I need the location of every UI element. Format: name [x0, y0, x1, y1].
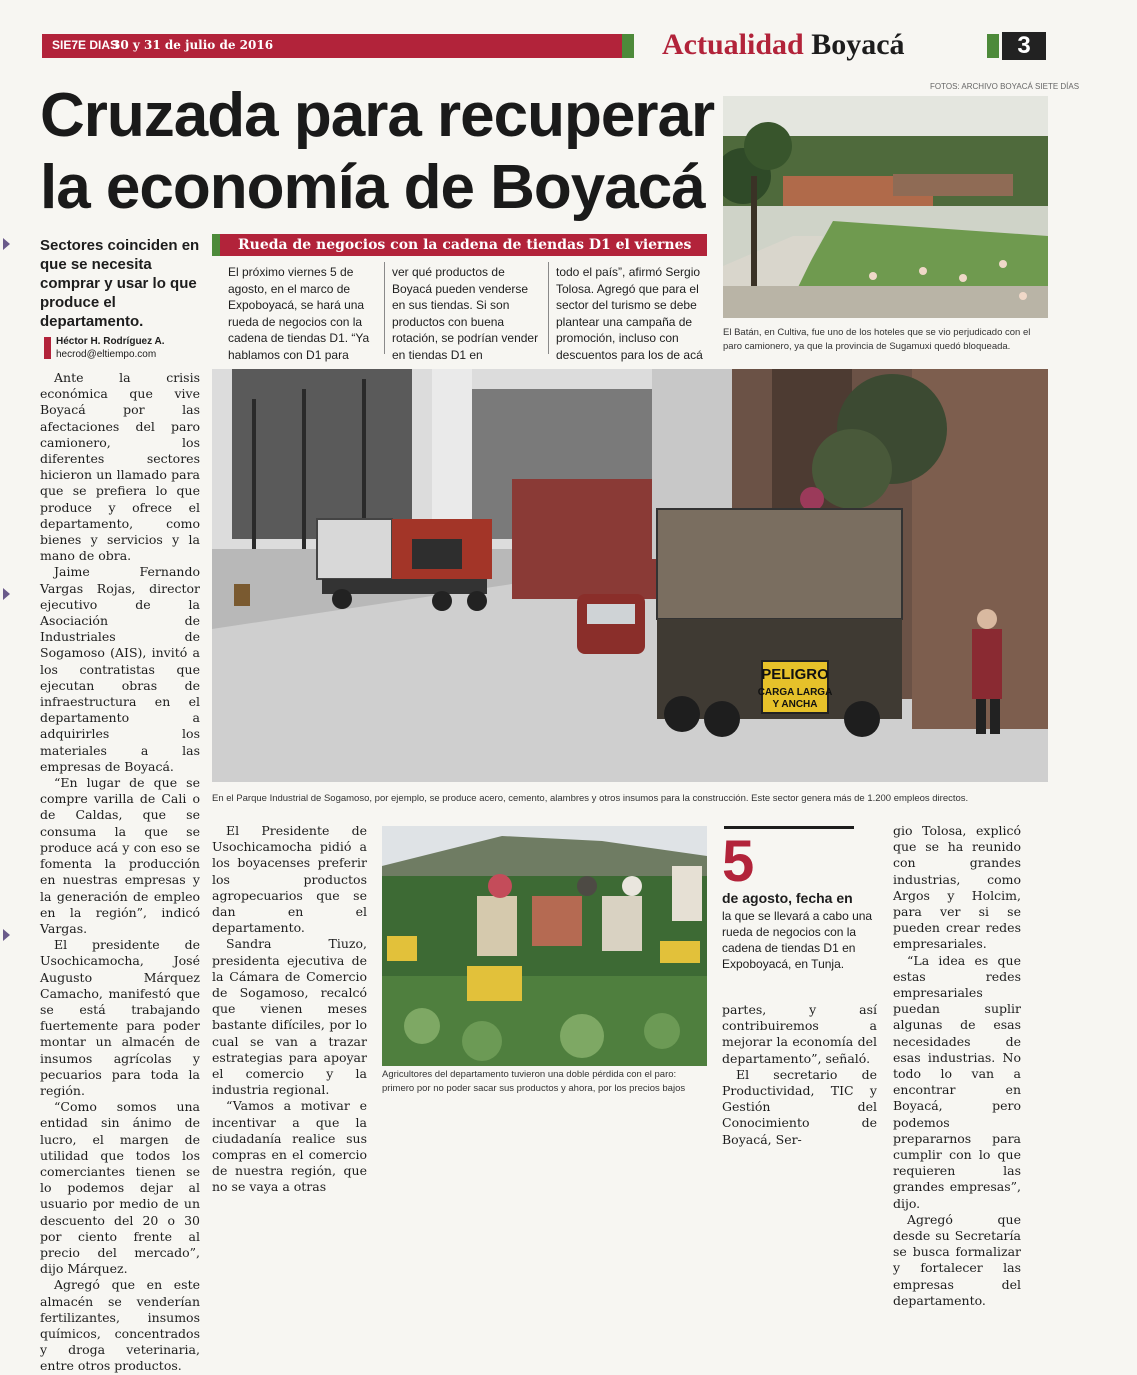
section-word-1: Actualidad: [662, 28, 804, 61]
industrial-park-image: [212, 369, 1048, 782]
page-accent: [987, 34, 999, 58]
main-photo-caption: En el Parque Industrial de Sogamoso, por ejemplo, se produce acero, cemento, alambres y otros insumos para la construcción. Este sector genera más de 1.200 empleos directos.: [212, 793, 969, 804]
truck-sign-line-2: CARGA LARGA: [757, 687, 833, 698]
section-title: [662, 28, 905, 62]
photo-credit: FOTOS: ARCHIVO BOYACÁ SIETE DÍAS: [930, 82, 1080, 91]
paragraph: Sandra Tiuzo, presidenta ejecutiva de la Cámara de Comercio de Sogamoso, recalcó que vienen meses bastante difíciles, por lo cual se van a trazar estrategias para apoyar el comercio y la industria regional.: [212, 936, 367, 1098]
author-email[interactable]: hecrod@eltiempo.com: [56, 349, 157, 360]
headline: [40, 80, 720, 224]
d1-box-column-1: El próximo viernes 5 de agosto, en el marco de Expoboyacá, se hará una rueda de negocios con la cadena de tiendas D1. “Ya hablamos con D1 para: [228, 265, 370, 362]
page-number: 3: [1002, 32, 1046, 60]
paragraph: Ante la crisis económica que vive Boyacá por las afectaciones del paro camionero, los diferentes sectores hicieron un llamado para que se prefiera lo que produce y ofrece el departamento, como bienes y servicios y la mano de obra.: [40, 370, 200, 564]
paragraph: El Presidente de Usochicamocha pidió a los boyacenses preferir los productos agropecuarios que se dan en el departamento.: [212, 823, 367, 936]
paragraph: “Vamos a motivar e incentivar a que la ciudadanía realice sus compras en el comercio de nuestra región, que no se vaya a otras: [212, 1098, 367, 1195]
author-mark: [44, 337, 51, 359]
pool-caption: El Batán, en Cultiva, fue uno de los hoteles que se vio perjudicado con el paro camionero, ya que la provincia de Sugamuxi quedó bloqueada.: [723, 327, 1031, 352]
farmers-image: [382, 826, 707, 1066]
issue-date: 30 y 31 de julio de 2016: [112, 38, 274, 52]
header-accent: [622, 34, 634, 58]
farmers-caption: Agricultores del departamento tuvieron una doble pérdida con el paro: primero por no poder sacar sus productos y ahora, por los precios bajos: [382, 1069, 686, 1094]
subhead: Sectores coinciden en que se necesita comprar y usar lo que produce el departamento.: [40, 237, 200, 330]
pool-photo-image: [723, 96, 1048, 318]
farmers-photo: [382, 826, 707, 1066]
margin-arrow-icon: [3, 238, 10, 250]
truck-sign-line-3: Y ANCHA: [772, 699, 818, 710]
brand-name: SIE7E DIAS: [52, 38, 119, 52]
body-column-4: [722, 1002, 877, 1148]
paragraph: El secretario de Productividad, TIC y Gestión del Conocimiento de Boyacá, Ser-: [722, 1066, 877, 1147]
paragraph: “Como somos una entidad sin ánimo de lucro, el margen de utilidad que todos los comerciantes tienen se lo podemos dejar al usuario por medio de un descuento del 20 o 30 por ciento frente al precio del mercado”, dijo Márquez.: [40, 1099, 200, 1277]
body-column-1: [40, 370, 200, 1375]
d1-box-accent: [212, 234, 220, 256]
stat-text: la que se llevará a cabo una rueda de negocios con la cadena de tiendas D1 en Expoboyacá, en Tunja.: [722, 909, 873, 971]
headline-line-2: la economía de Boyacá: [40, 153, 705, 222]
d1-box-column-2: ver qué productos de Boyacá pueden venderse en sus tiendas. Si son productos con buena rotación, se podrían vender en tiendas D1 en: [392, 265, 539, 362]
paragraph: “La idea es que estas redes empresariales puedan suplir algunas de esas necesidades de esas industrias. No todo lo van a encontrar en Boyacá, pero podemos prepararnos para cumplir con lo que requieren las grandes empresas”, dijo.: [893, 952, 1021, 1211]
paragraph: Agregó que desde su Secretaría se busca formalizar y fortalecer las empresas del departamento.: [893, 1211, 1021, 1308]
paragraph: Agregó que en este almacén se venderían fertilizantes, insumos químicos, concentrados y droga veterinaria, entre otros productos.: [40, 1277, 200, 1374]
paragraph: partes, y así contribuiremos a mejorar la economía del departamento”, señaló.: [722, 1002, 877, 1066]
paragraph: El presidente de Usochicamocha, José Augusto Márquez Camacho, manifestó que se está trabajando fuertemente para poder montar un almacén de insumos agrícolas y pecuarios para toda la región.: [40, 937, 200, 1098]
margin-arrow-icon: [3, 929, 10, 941]
headline-line-1: Cruzada para recuperar: [40, 81, 715, 150]
margin-arrow-icon: [3, 588, 10, 600]
paragraph: “En lugar de que se compre varilla de Cali o de Caldas, que se consuma la que se produce acá y con eso se fomenta la producción en nuestras empresas y la generación de empleo en la región”, indicó Vargas.: [40, 775, 200, 936]
column-rule: [384, 262, 385, 354]
paragraph: gio Tolosa, explicó que se ha reunido con grandes industrias, como Argos y Holcim, para ver si se pueden crear redes empresariales.: [893, 823, 1021, 952]
body-column-2: [212, 823, 367, 1196]
industrial-park-photo: [212, 369, 1048, 782]
d1-box-column-3: todo el país”, afirmó Sergio Tolosa. Agregó que para el sector del turismo se debe plantear una campaña de promoción, incluso con descuentos para los de acá: [556, 265, 703, 362]
paragraph: Jaime Fernando Vargas Rojas, director ejecutivo de la Asociación de Industriales de Sogamoso (AIS), invitó a los contratistas que ejecutan obras de infraestructura en el departamento a adquirirles los materiales a las empresas de Boyacá.: [40, 564, 200, 774]
stat-title: de agosto, fecha en: [722, 890, 853, 906]
truck-sign-line-1: PELIGRO: [761, 666, 829, 683]
pool-photo: [723, 96, 1048, 318]
section-word-2: Boyacá: [811, 28, 905, 61]
body-column-5: [893, 823, 1021, 1309]
author: Héctor H. Rodríguez A.: [56, 336, 165, 347]
stat-number: 5: [722, 829, 755, 894]
d1-box-title: Rueda de negocios con la cadena de tiendas D1 el viernes: [238, 237, 692, 253]
column-rule: [548, 262, 549, 354]
